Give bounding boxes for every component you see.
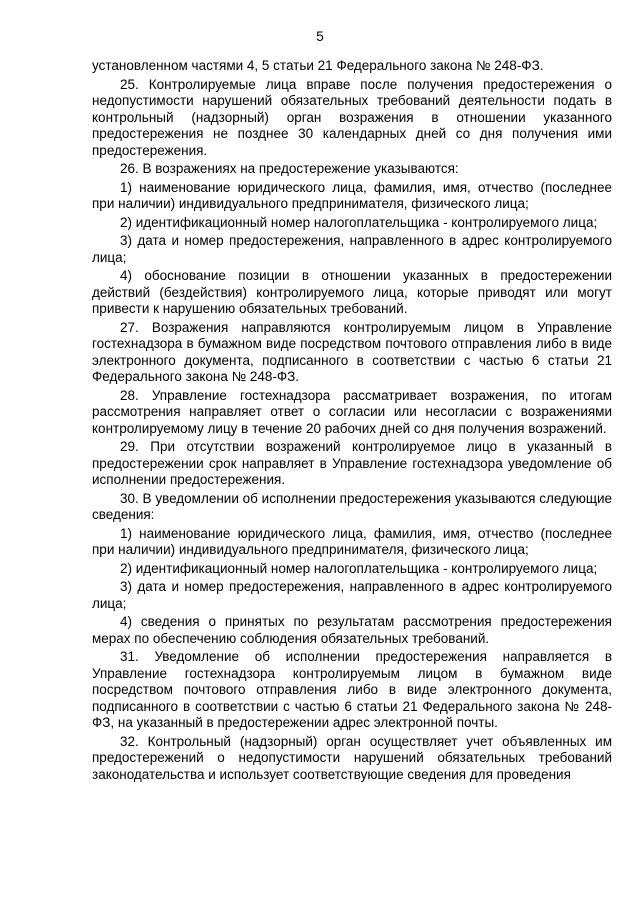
paragraph-31: 31. Уведомление об исполнении предостережения направляется в Управление гостехнадзора контролируемым лицом в бумажном виде посредством почтового отправления либо в виде электронного документа, подписанного в соответствии с частью 6 статьи 21 Федерального закона № 248-ФЗ, на указанный в предостережении адрес электронной почты. bbox=[92, 649, 612, 730]
list-item: 1) наименование юридического лица, фамилия, имя, отчество (последнее при наличии) индивидуального предпринимателя, физического лица; bbox=[92, 525, 612, 557]
paragraph-28: 28. Управление гостехнадзора рассматривает возражения, по итогам рассмотрения направляет ответ о согласии или несогласии с возражениями контролируемому лицу в течение 20 рабочих дней со дня получения возражений. bbox=[92, 387, 612, 436]
list-item: 3) дата и номер предостережения, направленного в адрес контролируемого лица; bbox=[92, 233, 612, 265]
paragraph-29: 29. При отсутствии возражений контролируемое лицо в указанный в предостережении срок направляет в Управление гостехнадзора уведомление об исполнении предостережения. bbox=[92, 439, 612, 487]
page-number: 5 bbox=[316, 29, 324, 44]
paragraph-32: 32. Контрольный (надзорный) орган осуществляет учет объявленных им предостережений о недопустимости нарушений обязательных требований законодательства и использует соответствующие сведения для проведения bbox=[92, 733, 612, 782]
list-item: 4) обоснование позиции в отношении указанных в предостережении действий (бездействия) контролируемого лица, которые приводят или могут привести к нарушению обязательных требований. bbox=[92, 268, 612, 316]
list-item: 3) дата и номер предостережения, направленного в адрес контролируемого лица; bbox=[92, 579, 612, 611]
paragraph-26: 26. В возражениях на предостережение указываются: bbox=[120, 161, 459, 176]
paragraph-27: 27. Возражения направляются контролируемым лицом в Управление гостехнадзора в бумажном виде посредством почтового отправления либо в виде электронного документа, подписанного в соответствии с частью 6 статьи 21 Федерального закона № 248-ФЗ. bbox=[92, 319, 612, 384]
paragraph-30: 30. В уведомлении об исполнении предостережения указываются следующие сведения: bbox=[92, 490, 612, 522]
paragraph: установленном частями 4, 5 статьи 21 Федерального закона № 248-ФЗ. bbox=[92, 58, 544, 73]
list-item: 4) сведения о принятых по результатам рассмотрения предостережения мерах по обеспечению соблюдения обязательных требований. bbox=[92, 614, 612, 646]
list-item: 2) идентификационный номер налогоплательщика - контролируемого лица; bbox=[120, 560, 598, 576]
document-body bbox=[92, 58, 612, 785]
paragraph-25: 25. Контролируемые лица вправе после получения предостережения о недопустимости нарушений обязательных требований деятельности подать в контрольный (надзорный) орган возражения в отношении указанного предостережения не позднее 30 календарных дней со дня получения ими предостережения. bbox=[92, 76, 612, 158]
list-item: 1) наименование юридического лица, фамилия, имя, отчество (последнее при наличии) индивидуального предпринимателя, физического лица; bbox=[92, 179, 612, 211]
list-item: 2) идентификационный номер налогоплательщика - контролируемого лица; bbox=[120, 214, 598, 230]
